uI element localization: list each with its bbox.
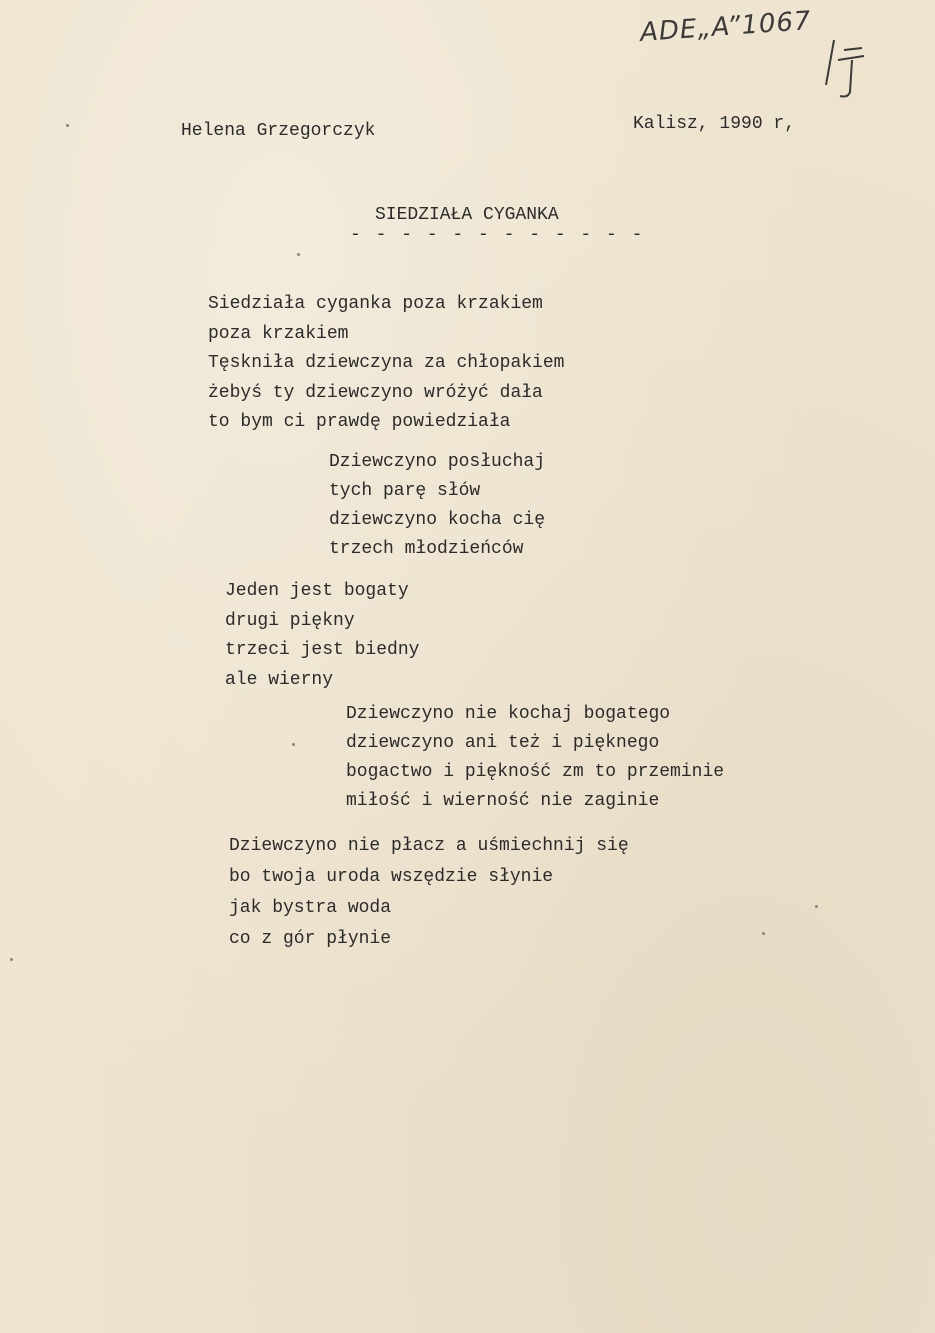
poem-title: SIEDZIAŁA CYGANKA <box>375 205 559 225</box>
stanza-4 <box>346 700 724 816</box>
poem-line: trzech młodzieńców <box>329 539 524 559</box>
paper-speck <box>297 253 300 256</box>
poem-line: bo twoja uroda wszędzie słynie <box>229 867 554 887</box>
poem-line: Siedziała cyganka poza krzakiem <box>208 294 543 314</box>
poem-line: co z gór płynie <box>229 929 392 949</box>
stanza-3 <box>225 577 419 695</box>
poem-line: miłość i wierność nie zaginie <box>346 791 660 811</box>
archive-reference: ADE„A”1067 <box>639 6 813 48</box>
paper-speck <box>815 905 818 908</box>
author-name: Helena Grzegorczyk <box>181 121 376 141</box>
archive-mark-handwritten <box>818 30 868 100</box>
poem-line: ale wierny <box>225 669 334 690</box>
poem-line: dziewczyno ani też i pięknego <box>346 733 660 753</box>
poem-line: Tęskniła dziewczyna za chłopakiem <box>208 353 565 373</box>
poem-line: żebyś ty dziewczyno wróżyć dała <box>208 382 543 403</box>
poem-line: Dziewczyno nie płacz a uśmiechnij się <box>229 836 629 856</box>
stanza-5 <box>229 831 629 955</box>
poem-line: Dziewczyno nie kochaj bogatego <box>346 704 671 724</box>
paper-speck <box>66 124 69 127</box>
paper-speck <box>10 958 13 961</box>
paper-speck <box>292 743 295 746</box>
paper-speck <box>762 932 765 935</box>
poem-line: dziewczyno kocha cię <box>329 510 546 530</box>
poem-line: to bym ci prawdę powiedziała <box>208 412 511 432</box>
stanza-1 <box>208 290 564 438</box>
title-underline: - - - - - - - - - - - - <box>350 225 645 245</box>
poem-line: trzeci jest biedny <box>225 640 420 660</box>
poem-line: jak bystra woda <box>229 898 392 918</box>
stanza-2 <box>329 448 545 564</box>
poem-line: tych parę słów <box>329 481 481 501</box>
poem-line: bogactwo i piękność zm to przeminie <box>346 762 725 782</box>
poem-line: Jeden jest bogaty <box>225 581 409 601</box>
poem-line: Dziewczyno posłuchaj <box>329 452 546 472</box>
poem-line: poza krzakiem <box>208 323 349 344</box>
poem-line: drugi piękny <box>225 610 355 631</box>
place-and-date: Kalisz, 1990 r, <box>633 114 796 134</box>
